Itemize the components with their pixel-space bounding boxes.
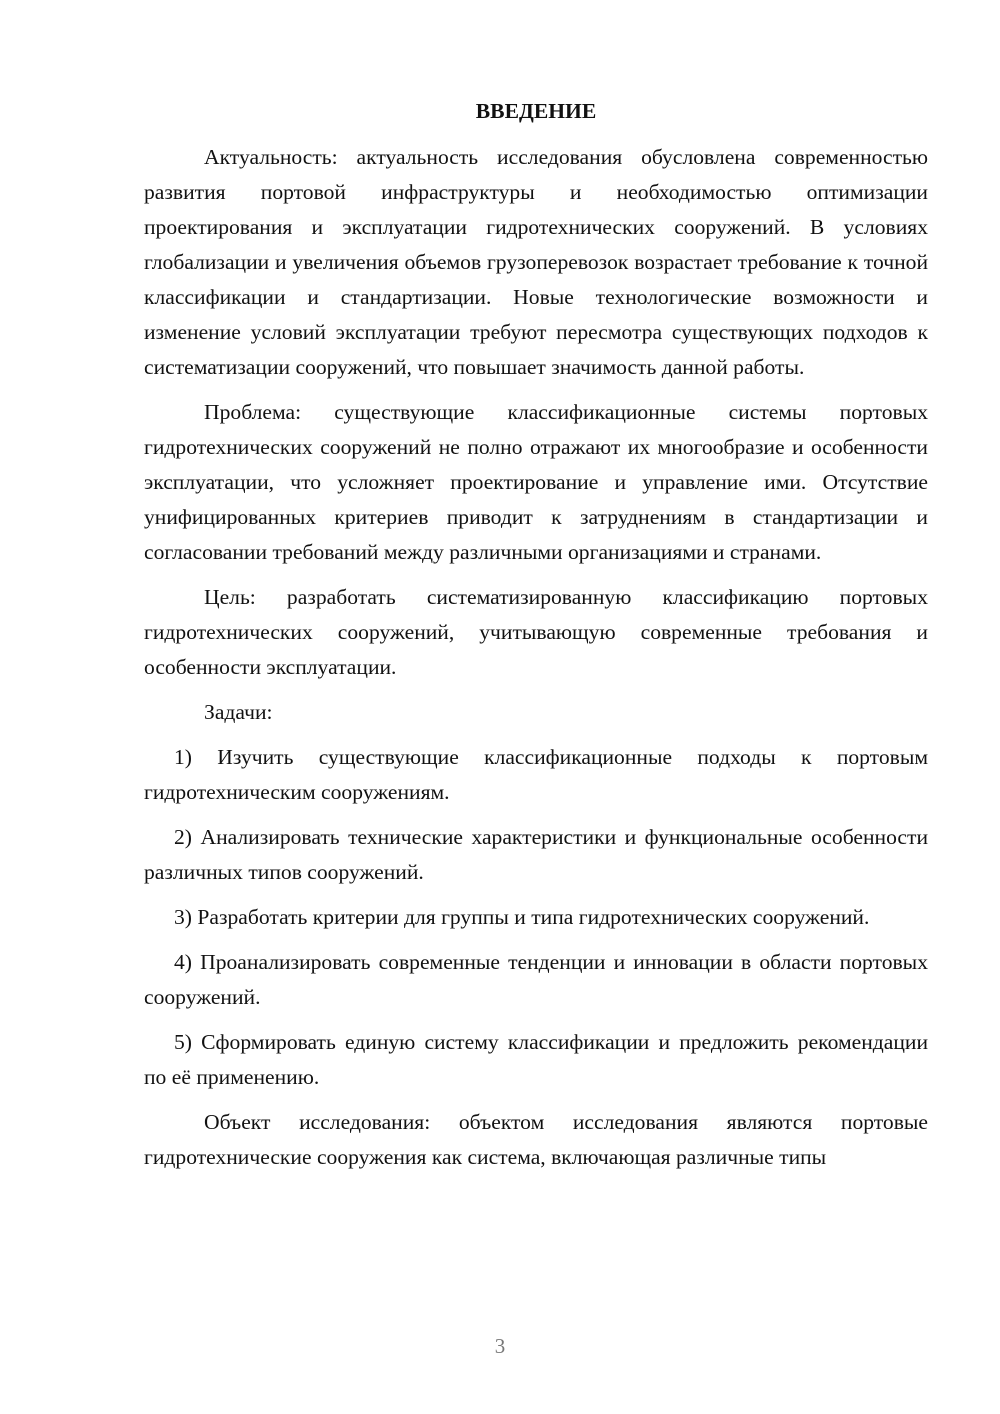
paragraph-object: Объект исследования: объектом исследования являются портовые гидротехнические сооружения как система, включающая различные типы	[144, 1110, 928, 1169]
tasks-label: Задачи:	[204, 700, 273, 724]
page-number: 3	[494, 1334, 506, 1358]
paragraph-goal: Цель: разработать систематизированную классификацию портовых гидротехнических сооружений, учитывающую современные требования и особенности эксплуатации.	[144, 585, 928, 679]
task-item: 5) Сформировать единую систему классификации и предложить рекомендации по её применению.	[144, 1030, 928, 1089]
task-item: 4) Проанализировать современные тенденции и инновации в области портовых сооружений.	[144, 950, 928, 1009]
task-item: 1) Изучить существующие классификационные подходы к портовым гидротехническим сооружениям.	[144, 745, 928, 804]
task-item: 2) Анализировать технические характеристики и функциональные особенности различных типов сооружений.	[144, 825, 928, 884]
task-item: 3) Разработать критерии для группы и типа гидротехнических сооружений.	[174, 905, 870, 929]
paragraph-problem: Проблема: существующие классификационные системы портовых гидротехнических сооружений не полно отражают их многообразие и особенности эксплуатации, что усложняет проектирование и управление ими. Отсутствие унифицированных критериев приводит к затруднениям в стандартизации и согласовании требований между различными организациями и странами.	[144, 400, 928, 564]
paragraph-relevance: Актуальность: актуальность исследования обусловлена современностью развития портовой инфраструктуры и необходимостью оптимизации проектирования и эксплуатации гидротехнических сооружений. В условиях глобализации и увеличения объемов грузоперевозок возрастает требование к точной классификации и стандартизации. Новые технологические возможности и изменение условий эксплуатации требуют пересмотра существующих подходов к систематизации сооружений, что повышает значимость данной работы.	[144, 145, 928, 379]
document-page	[144, 94, 928, 1185]
page-title: ВВЕДЕНИЕ	[475, 99, 597, 123]
